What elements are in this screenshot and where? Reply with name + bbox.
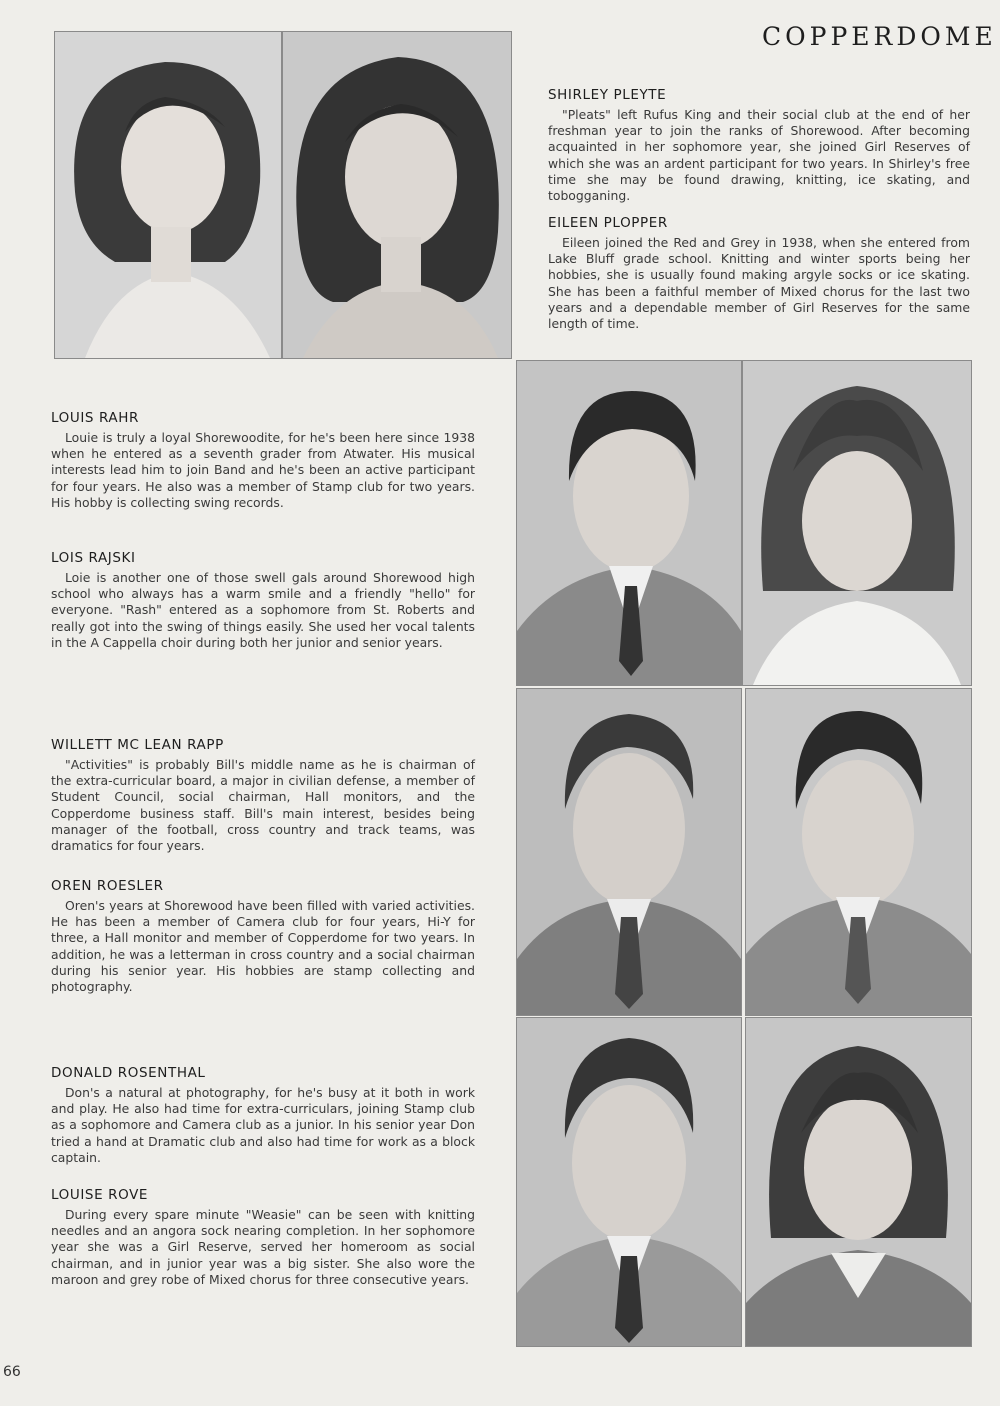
bio-shirley-pleyte bbox=[548, 87, 970, 204]
student-name: LOUISE ROVE bbox=[51, 1187, 149, 1203]
bio-louis-rahr bbox=[51, 410, 475, 511]
student-name: OREN ROESLER bbox=[51, 878, 164, 894]
student-bio: Oren's years at Shorewood have been filled with varied activities. He has been a member of Camera club for four years, Hi-Y for three, a Hall monitor and member of Copperdome for two years. In addition, he was a letterman in cross country and a social chairman during his senior year. His hobbies are stamp collecting and photography. bbox=[51, 898, 475, 995]
portrait-photo-louis-rahr bbox=[516, 360, 742, 686]
student-bio: "Pleats" left Rufus King and their social club at the end of her freshman year to join the ranks of Shorewood. After becoming acquainted in her sophomore year, she joined Girl Reserves of which she was an ardent participant for two years. In Shirley's free time she may be found drawing, knitting, ice skating, and tobogganing. bbox=[548, 107, 970, 204]
student-name: EILEEN PLOPPER bbox=[548, 215, 668, 231]
portrait-photo-willett-rapp bbox=[516, 688, 742, 1016]
student-bio: Louie is truly a loyal Shorewoodite, for he's been here since 1938 when he entered as a seventh grader from Atwater. His musical interests lead him to join Band and he's been an active participant for four years. He also was a member of Stamp club for two years. His hobby is collecting swing records. bbox=[51, 430, 475, 510]
portrait-photo-oren-roesler bbox=[745, 688, 972, 1016]
student-name: LOUIS RAHR bbox=[51, 410, 139, 426]
bio-eileen-plopper bbox=[548, 215, 970, 332]
student-bio: "Activities" is probably Bill's middle name as he is chairman of the extra-curricular board, a major in civilian defense, a member of Student Council, social chairman, Hall monitors, and the Copperdome business staff. Bill's main interest, besides being manager of the football, cross country and track teams, was dramatics for four years. bbox=[51, 757, 475, 854]
student-bio: During every spare minute "Weasie" can be seen with knitting needles and an angora sock nearing completion. In her sophomore year she was a Girl Reserve, served her homeroom as social chairman, and in junior year was a big sister. She also wore the maroon and grey robe of Mixed chorus for three consecutive years. bbox=[51, 1207, 475, 1287]
portrait-photo-shirley-pleyte bbox=[54, 31, 282, 359]
portrait-photo-donald-rosenthal bbox=[516, 1017, 742, 1347]
portrait-photo-eileen-plopper bbox=[282, 31, 512, 359]
student-name: DONALD ROSENTHAL bbox=[51, 1065, 206, 1081]
bio-oren-roesler bbox=[51, 878, 475, 995]
student-name: LOIS RAJSKI bbox=[51, 550, 136, 566]
student-name: WILLETT MC LEAN RAPP bbox=[51, 737, 224, 753]
student-name: SHIRLEY PLEYTE bbox=[548, 87, 667, 103]
bio-louise-rove bbox=[51, 1187, 475, 1288]
page-header-title: COPPERDOME bbox=[762, 22, 997, 51]
page-number: 66 bbox=[3, 1364, 21, 1380]
student-bio: Don's a natural at photography, for he's busy at it both in work and play. He also had time for extra-curriculars, joining Stamp club as a sophomore and Camera club as a junior. In his senior year Don tried a hand at Dramatic club and also had time for work as a block captain. bbox=[51, 1085, 475, 1165]
student-bio: Eileen joined the Red and Grey in 1938, when she entered from Lake Bluff grade school. Knitting and winter sports being her hobbies, she is usually found making argyle socks or ice skating. She has been a faithful member of Mixed chorus for the last two years and a dependable member of Girl Reserves for the same length of time. bbox=[548, 235, 970, 332]
student-bio: Loie is another one of those swell gals around Shorewood high school who always has a warm smile and a friendly "hello" for everyone. "Rash" entered as a sophomore from St. Roberts and really got into the swing of things easily. She used her vocal talents in the A Cappella choir during both her junior and senior years. bbox=[51, 570, 475, 650]
bio-donald-rosenthal bbox=[51, 1065, 475, 1166]
portrait-photo-lois-rajski bbox=[742, 360, 972, 686]
portrait-photo-louise-rove bbox=[745, 1017, 972, 1347]
bio-lois-rajski bbox=[51, 550, 475, 651]
bio-willett-rapp bbox=[51, 737, 475, 854]
